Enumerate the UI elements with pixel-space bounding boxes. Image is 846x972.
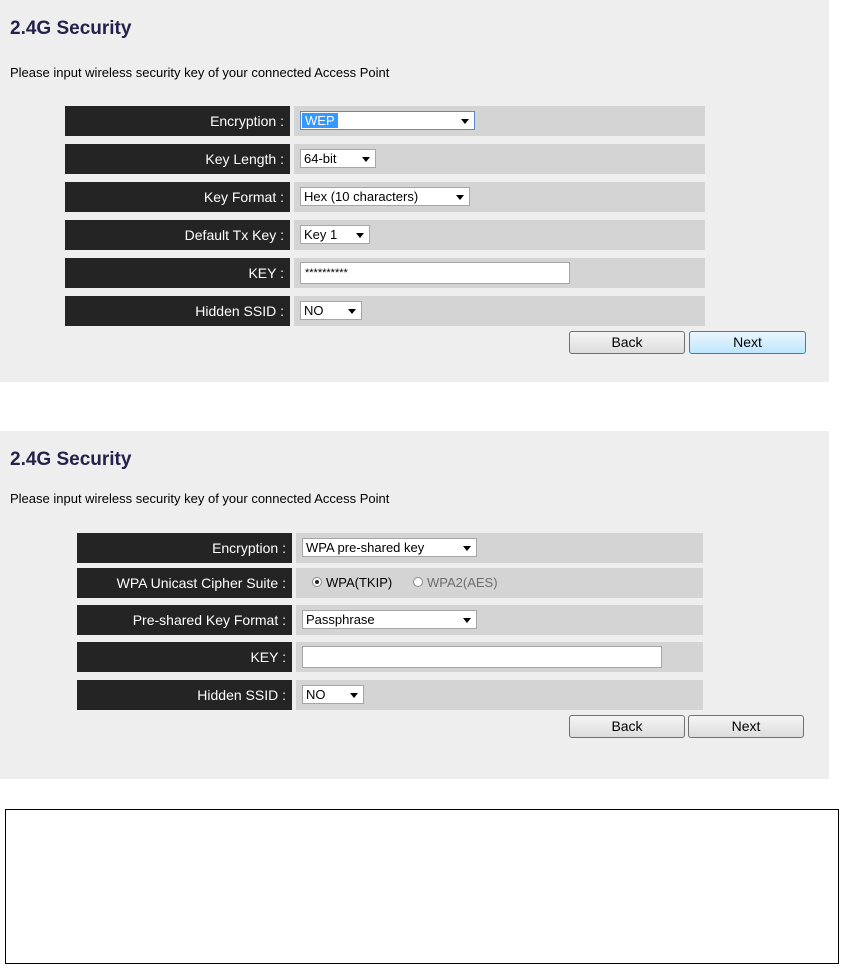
default-tx-key-label: Default Tx Key : bbox=[65, 220, 290, 250]
page-description: Please input wireless security key of your connected Access Point bbox=[10, 65, 390, 80]
hidden-ssid-select-value: NO bbox=[306, 687, 326, 702]
default-tx-key-value-cell bbox=[294, 220, 705, 250]
chevron-down-icon bbox=[461, 119, 469, 124]
chevron-down-icon bbox=[463, 546, 471, 551]
encryption-label: Encryption : bbox=[77, 533, 292, 563]
page-title: 2.4G Security bbox=[10, 18, 132, 39]
encryption-label: Encryption : bbox=[65, 106, 290, 136]
psk-format-value-cell bbox=[296, 605, 703, 635]
hidden-ssid-value-cell bbox=[296, 680, 703, 710]
next-button[interactable]: Next bbox=[689, 331, 806, 354]
encryption-value-cell bbox=[296, 533, 703, 563]
radio-wpa2-aes-label: WPA2(AES) bbox=[427, 575, 498, 590]
hidden-ssid-label: Hidden SSID : bbox=[77, 680, 292, 710]
key-value-cell bbox=[294, 258, 705, 288]
psk-format-select-value: Passphrase bbox=[306, 612, 375, 627]
psk-format-select[interactable] bbox=[302, 610, 477, 629]
encryption-select[interactable] bbox=[302, 538, 477, 557]
back-button[interactable]: Back bbox=[569, 715, 685, 738]
hidden-ssid-label: Hidden SSID : bbox=[65, 296, 290, 326]
key-length-select[interactable] bbox=[300, 149, 376, 168]
hidden-ssid-row bbox=[65, 296, 705, 326]
hidden-ssid-select[interactable] bbox=[302, 685, 364, 704]
cipher-suite-value-cell bbox=[296, 568, 703, 598]
key-input[interactable] bbox=[302, 646, 662, 668]
key-length-label: Key Length : bbox=[65, 144, 290, 174]
chevron-down-icon bbox=[348, 309, 356, 314]
radio-wpa2-aes[interactable] bbox=[413, 577, 423, 587]
key-format-row bbox=[65, 182, 705, 212]
key-value-cell bbox=[296, 642, 703, 672]
hidden-ssid-row bbox=[77, 680, 703, 710]
chevron-down-icon bbox=[350, 693, 358, 698]
note-box bbox=[5, 809, 839, 964]
key-format-select-value: Hex (10 characters) bbox=[304, 189, 419, 204]
encryption-row bbox=[65, 106, 705, 136]
psk-format-row bbox=[77, 605, 703, 635]
cipher-suite-label: WPA Unicast Cipher Suite : bbox=[77, 568, 292, 598]
default-tx-key-select-value: Key 1 bbox=[304, 227, 338, 242]
chevron-down-icon bbox=[356, 233, 364, 238]
key-label: KEY : bbox=[77, 642, 292, 672]
page-title: 2.4G Security bbox=[10, 449, 132, 470]
key-format-value-cell bbox=[294, 182, 705, 212]
default-tx-key-select[interactable] bbox=[300, 225, 370, 244]
radio-wpa-tkip-label: WPA(TKIP) bbox=[326, 575, 393, 590]
key-label: KEY : bbox=[65, 258, 290, 288]
wpa-security-panel bbox=[0, 431, 829, 779]
key-length-select-value: 64-bit bbox=[304, 151, 337, 166]
hidden-ssid-value-cell bbox=[294, 296, 705, 326]
key-input[interactable]: ********** bbox=[300, 262, 570, 284]
back-button[interactable]: Back bbox=[569, 331, 685, 354]
hidden-ssid-select[interactable] bbox=[300, 301, 362, 320]
key-format-select[interactable] bbox=[300, 187, 470, 206]
key-row bbox=[65, 258, 705, 288]
encryption-row bbox=[77, 533, 703, 563]
wep-security-panel bbox=[0, 0, 829, 382]
chevron-down-icon bbox=[456, 195, 464, 200]
cipher-suite-row bbox=[77, 568, 703, 598]
next-button[interactable]: Next bbox=[688, 715, 804, 738]
key-length-value-cell bbox=[294, 144, 705, 174]
chevron-down-icon bbox=[463, 618, 471, 623]
default-tx-key-row bbox=[65, 220, 705, 250]
page-description: Please input wireless security key of your connected Access Point bbox=[10, 491, 390, 506]
hidden-ssid-select-value: NO bbox=[304, 303, 324, 318]
radio-wpa-tkip[interactable] bbox=[312, 577, 322, 587]
key-row bbox=[77, 642, 703, 672]
psk-format-label: Pre-shared Key Format : bbox=[77, 605, 292, 635]
chevron-down-icon bbox=[362, 157, 370, 162]
encryption-value-cell bbox=[294, 106, 705, 136]
encryption-select[interactable] bbox=[300, 111, 475, 130]
key-format-label: Key Format : bbox=[65, 182, 290, 212]
encryption-select-value: WEP bbox=[302, 113, 338, 128]
key-length-row bbox=[65, 144, 705, 174]
encryption-select-value: WPA pre-shared key bbox=[306, 540, 425, 555]
